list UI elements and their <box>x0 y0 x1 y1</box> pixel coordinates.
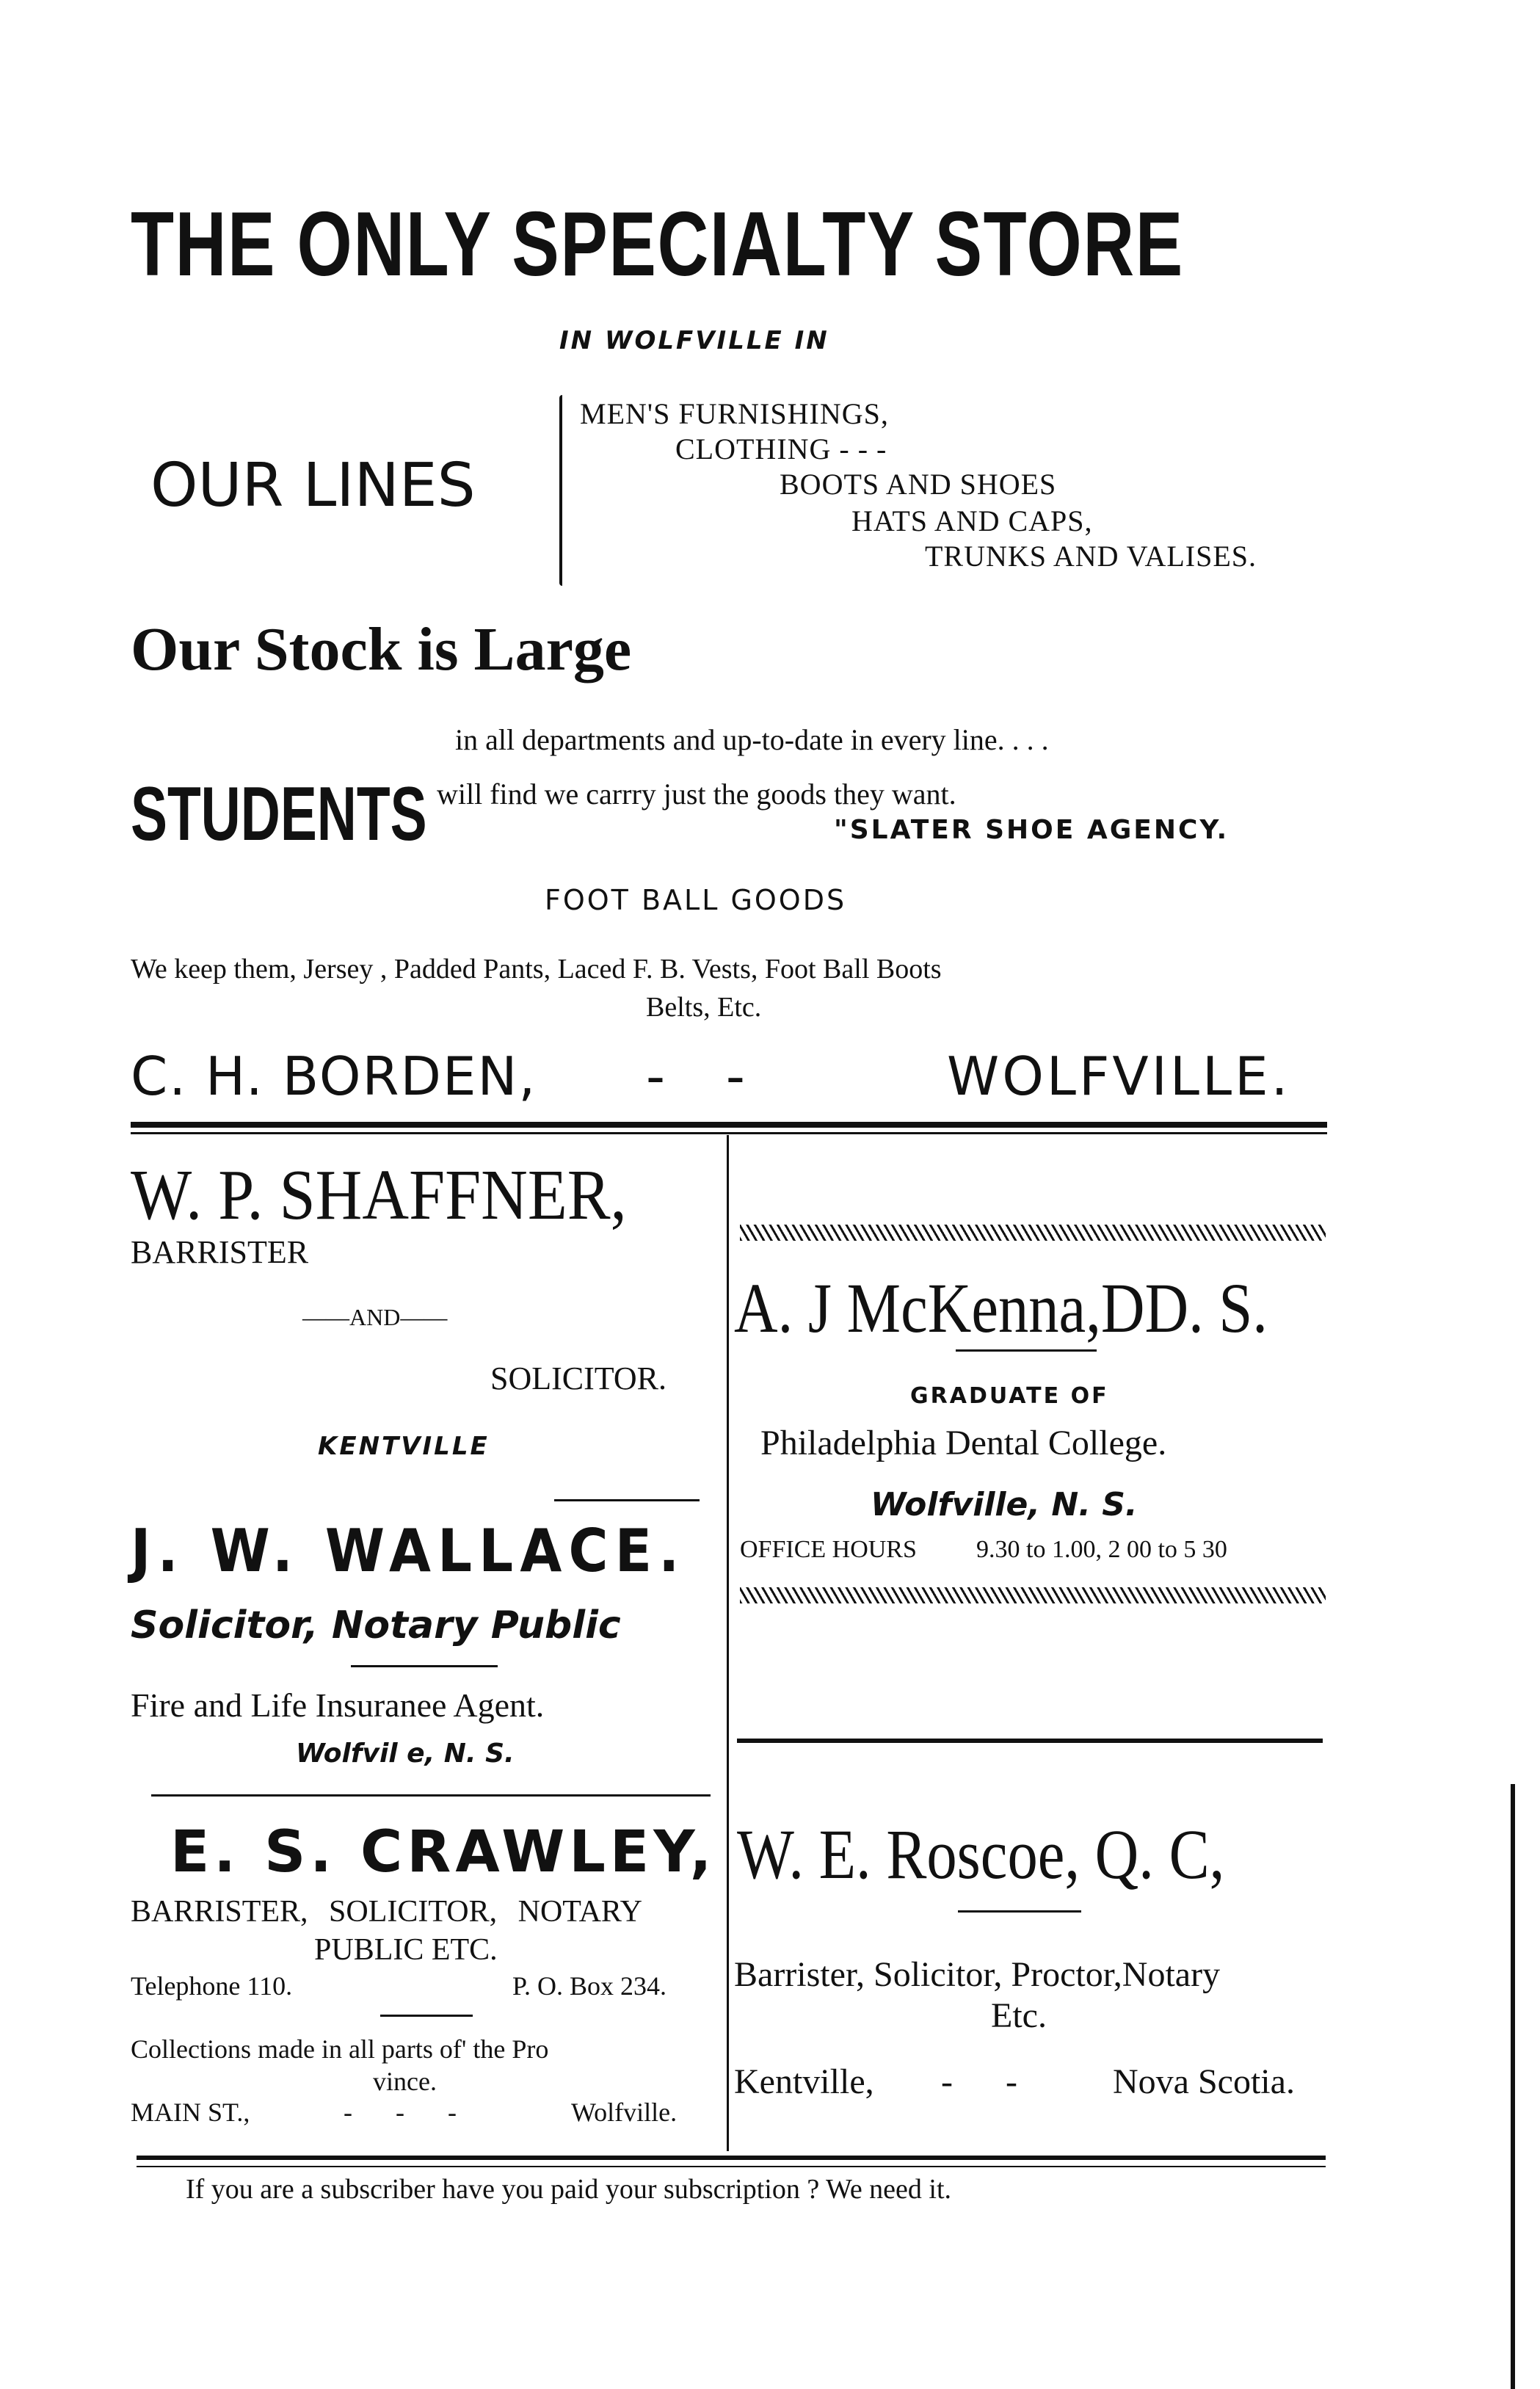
crawley-collections-1: Collections made in all parts of' the Pro <box>131 2034 549 2064</box>
football-line-2: Belts, Etc. <box>646 992 762 1023</box>
students-label: STUDENTS <box>131 772 427 857</box>
shaffner-and: ——AND—— <box>302 1304 448 1330</box>
store-headline: THE ONLY SPECIALTY STORE <box>131 194 1184 295</box>
mckenna-name: A. J McKenna,DD. S. <box>734 1269 1268 1347</box>
line-item-clothing: CLOTHING - - - <box>675 432 887 465</box>
students-text: will find we carrry just the goods they want. <box>437 777 956 811</box>
wallace-agent: Fire and Life Insuranee Agent. <box>131 1686 545 1724</box>
crawley-phone: Telephone 110. <box>131 1971 293 2001</box>
roscoe-rule <box>958 1910 1081 1913</box>
crawley-town: Wolfville. <box>571 2098 678 2127</box>
section-rule-top-thin <box>131 1132 1327 1134</box>
roscoe-dashes: - - <box>941 2062 1017 2101</box>
section-rule-top <box>131 1122 1327 1128</box>
crawley-street: MAIN ST., <box>131 2098 250 2127</box>
line-item-trunks: TRUNKS AND VALISES. <box>925 540 1257 573</box>
crawley-subrule <box>380 2015 473 2017</box>
mckenna-border-top <box>740 1225 1326 1241</box>
line-item-hats: HATS AND CAPS, <box>851 504 1093 537</box>
our-lines-label: OUR LINES <box>150 451 476 521</box>
line-item-mens: MEN'S FURNISHINGS, <box>580 397 889 430</box>
crawley-rule <box>151 1794 711 1797</box>
wallace-title: Solicitor, Notary Public <box>131 1603 621 1647</box>
footer-rule-thin <box>137 2166 1326 2167</box>
column-divider <box>727 1135 729 2151</box>
mckenna-town: Wolfville, N. S. <box>871 1486 1138 1523</box>
wallace-subrule <box>351 1665 498 1667</box>
wallace-name: J. W. WALLACE. <box>131 1517 686 1585</box>
crawley-dashes: - - - <box>344 2098 457 2127</box>
roscoe-title-2: Etc. <box>991 1996 1047 2035</box>
merchant-dashes: - - <box>646 1045 745 1107</box>
footer-note: If you are a subscriber have you paid your subscription ? We need it. <box>186 2174 952 2205</box>
mckenna-hours: 9.30 to 1.00, 2 00 to 5 30 <box>976 1536 1227 1563</box>
mckenna-graduate: GRADUATE OF <box>910 1383 1109 1409</box>
mckenna-border-bottom <box>740 1587 1326 1603</box>
roscoe-town: Kentville, <box>734 2062 874 2101</box>
wallace-rule <box>554 1499 700 1501</box>
roscoe-province: Nova Scotia. <box>1113 2062 1295 2101</box>
footer-rule <box>137 2156 1326 2160</box>
crawley-line-1: BARRISTER, SOLICITOR, NOTARY <box>131 1895 642 1929</box>
line-item-boots: BOOTS AND SHOES <box>780 468 1057 501</box>
roscoe-rule-top <box>737 1739 1323 1743</box>
football-line-1: We keep them, Jersey , Padded Pants, Laced F. B. Vests, Foot Ball Boots <box>131 954 942 985</box>
roscoe-title-1: Barrister, Solicitor, Proctor,Notary <box>734 1955 1221 1994</box>
merchant-name: C. H. BORDEN, <box>131 1045 537 1107</box>
roscoe-name: W. E. Roscoe, Q. C, <box>737 1815 1225 1893</box>
crawley-box: P. O. Box 234. <box>512 1971 667 2001</box>
shaffner-town: KENTVILLE <box>318 1432 490 1461</box>
football-heading: FOOT BALL GOODS <box>545 884 847 916</box>
mckenna-college: Philadelphia Dental College. <box>760 1424 1167 1462</box>
stock-line: in all departments and up-to-date in every line. . . . <box>455 723 1049 756</box>
lines-brace <box>559 395 562 586</box>
crawley-name: E. S. CRAWLEY, <box>170 1819 716 1885</box>
slater-agency: "SLATER SHOE AGENCY. <box>834 815 1230 845</box>
shaffner-solicitor: SOLICITOR. <box>490 1360 667 1396</box>
wallace-town: Wolfvil e, N. S. <box>296 1739 515 1769</box>
stock-heading: Our Stock is Large <box>131 615 632 684</box>
merchant-town: WOLFVILLE. <box>947 1045 1291 1107</box>
crawley-line-2: PUBLIC ETC. <box>314 1933 498 1967</box>
store-location: IN WOLFVILLE IN <box>559 326 829 355</box>
mckenna-rule <box>956 1349 1097 1352</box>
mckenna-hours-label: OFFICE HOURS <box>740 1536 917 1563</box>
shaffner-name: W. P. SHAFFNER, <box>131 1156 627 1235</box>
shaffner-barrister: BARRISTER <box>131 1234 309 1270</box>
crawley-collections-2: vince. <box>373 2067 437 2096</box>
page-edge-mark <box>1511 1784 1515 2389</box>
